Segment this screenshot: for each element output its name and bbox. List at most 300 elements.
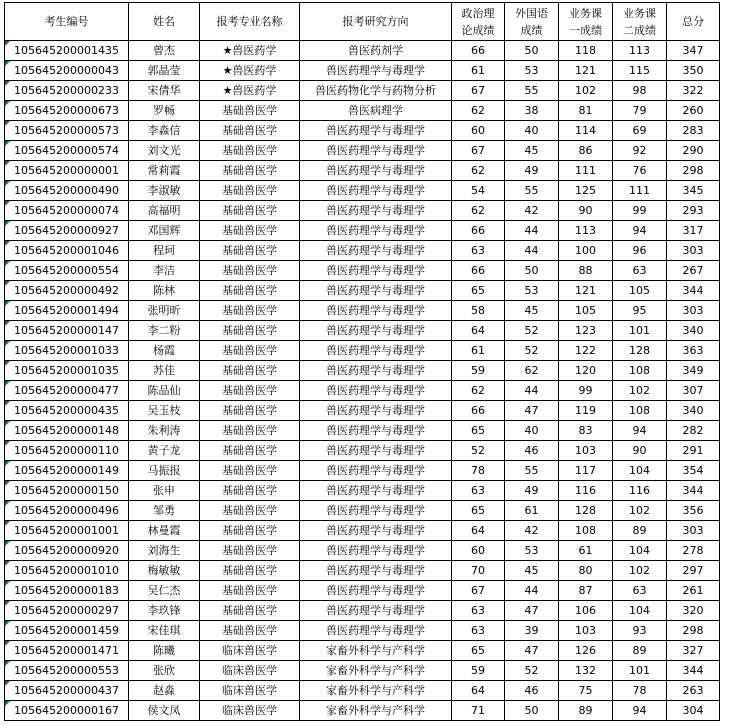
- cell-major[interactable]: 基础兽医学: [200, 101, 300, 121]
- cell-name[interactable]: 宋倩华: [129, 81, 200, 101]
- cell-language-score[interactable]: 50: [505, 701, 559, 721]
- cell-exam-id[interactable]: 105645200000043: [5, 61, 129, 81]
- cell-course-1-score[interactable]: 103: [559, 441, 613, 461]
- cell-name[interactable]: 林曼霞: [129, 521, 200, 541]
- cell-course-1-score[interactable]: 75: [559, 681, 613, 701]
- cell-direction[interactable]: 兽医药理学与毒理学: [300, 521, 452, 541]
- cell-direction[interactable]: 兽医药理学与毒理学: [300, 241, 452, 261]
- cell-exam-id[interactable]: 105645200000477: [5, 381, 129, 401]
- cell-course-1-score[interactable]: 119: [559, 401, 613, 421]
- cell-direction[interactable]: 兽医药理学与毒理学: [300, 501, 452, 521]
- cell-course-2-score[interactable]: 94: [613, 421, 667, 441]
- cell-name[interactable]: 朱利涛: [129, 421, 200, 441]
- cell-politics-score[interactable]: 67: [452, 81, 505, 101]
- header-language[interactable]: 外国语 成绩: [505, 3, 559, 41]
- cell-exam-id[interactable]: 105645200000554: [5, 261, 129, 281]
- cell-course-2-score[interactable]: 93: [613, 621, 667, 641]
- cell-major[interactable]: 基础兽医学: [200, 441, 300, 461]
- cell-language-score[interactable]: 52: [505, 321, 559, 341]
- header-id[interactable]: 考生编号: [5, 3, 129, 41]
- header-politics[interactable]: 政治理 论成绩: [452, 3, 505, 41]
- cell-direction[interactable]: 兽医药理学与毒理学: [300, 581, 452, 601]
- cell-course-1-score[interactable]: 121: [559, 61, 613, 81]
- cell-direction[interactable]: 兽医病理学: [300, 101, 452, 121]
- cell-exam-id[interactable]: 105645200000573: [5, 121, 129, 141]
- cell-language-score[interactable]: 45: [505, 141, 559, 161]
- cell-total-score[interactable]: 297: [667, 561, 720, 581]
- cell-total-score[interactable]: 344: [667, 661, 720, 681]
- cell-total-score[interactable]: 298: [667, 621, 720, 641]
- cell-politics-score[interactable]: 59: [452, 361, 505, 381]
- cell-course-1-score[interactable]: 61: [559, 541, 613, 561]
- cell-politics-score[interactable]: 52: [452, 441, 505, 461]
- cell-major[interactable]: 基础兽医学: [200, 141, 300, 161]
- cell-major[interactable]: 基础兽医学: [200, 181, 300, 201]
- cell-course-1-score[interactable]: 89: [559, 701, 613, 721]
- cell-name[interactable]: 李淼信: [129, 121, 200, 141]
- cell-course-2-score[interactable]: 108: [613, 361, 667, 381]
- cell-direction[interactable]: 兽医药理学与毒理学: [300, 281, 452, 301]
- cell-politics-score[interactable]: 65: [452, 281, 505, 301]
- cell-major[interactable]: 基础兽医学: [200, 541, 300, 561]
- cell-total-score[interactable]: 340: [667, 401, 720, 421]
- cell-course-2-score[interactable]: 105: [613, 281, 667, 301]
- cell-total-score[interactable]: 363: [667, 341, 720, 361]
- cell-course-1-score[interactable]: 113: [559, 221, 613, 241]
- cell-major[interactable]: 临床兽医学: [200, 681, 300, 701]
- cell-course-1-score[interactable]: 114: [559, 121, 613, 141]
- header-course-2[interactable]: 业务课 二成绩: [613, 3, 667, 41]
- cell-course-2-score[interactable]: 116: [613, 481, 667, 501]
- cell-direction[interactable]: 兽医药理学与毒理学: [300, 341, 452, 361]
- cell-name[interactable]: 高福明: [129, 201, 200, 221]
- cell-exam-id[interactable]: 105645200001471: [5, 641, 129, 661]
- cell-name[interactable]: 李淑敏: [129, 181, 200, 201]
- cell-course-2-score[interactable]: 128: [613, 341, 667, 361]
- cell-total-score[interactable]: 347: [667, 41, 720, 61]
- cell-major[interactable]: 基础兽医学: [200, 361, 300, 381]
- cell-direction[interactable]: 兽医药理学与毒理学: [300, 61, 452, 81]
- cell-major[interactable]: 基础兽医学: [200, 501, 300, 521]
- cell-language-score[interactable]: 46: [505, 441, 559, 461]
- header-direction[interactable]: 报考研究方向: [300, 3, 452, 41]
- cell-course-1-score[interactable]: 90: [559, 201, 613, 221]
- cell-course-2-score[interactable]: 102: [613, 501, 667, 521]
- cell-name[interactable]: 杨霞: [129, 341, 200, 361]
- cell-course-2-score[interactable]: 94: [613, 701, 667, 721]
- cell-name[interactable]: 郭晶莹: [129, 61, 200, 81]
- cell-major[interactable]: 基础兽医学: [200, 221, 300, 241]
- cell-exam-id[interactable]: 105645200000110: [5, 441, 129, 461]
- cell-course-1-score[interactable]: 106: [559, 601, 613, 621]
- cell-total-score[interactable]: 322: [667, 81, 720, 101]
- cell-major[interactable]: 临床兽医学: [200, 641, 300, 661]
- cell-exam-id[interactable]: 105645200000435: [5, 401, 129, 421]
- cell-course-1-score[interactable]: 123: [559, 321, 613, 341]
- cell-politics-score[interactable]: 63: [452, 621, 505, 641]
- cell-politics-score[interactable]: 60: [452, 541, 505, 561]
- cell-direction[interactable]: 兽医药理学与毒理学: [300, 361, 452, 381]
- cell-exam-id[interactable]: 105645200000437: [5, 681, 129, 701]
- cell-exam-id[interactable]: 105645200000147: [5, 321, 129, 341]
- cell-name[interactable]: 程珂: [129, 241, 200, 261]
- cell-direction[interactable]: 兽医药理学与毒理学: [300, 481, 452, 501]
- cell-language-score[interactable]: 39: [505, 621, 559, 641]
- cell-direction[interactable]: 兽医药理学与毒理学: [300, 161, 452, 181]
- cell-major[interactable]: 临床兽医学: [200, 661, 300, 681]
- cell-total-score[interactable]: 350: [667, 61, 720, 81]
- cell-total-score[interactable]: 320: [667, 601, 720, 621]
- cell-course-2-score[interactable]: 102: [613, 381, 667, 401]
- header-name[interactable]: 姓名: [129, 3, 200, 41]
- cell-direction[interactable]: 兽医药理学与毒理学: [300, 541, 452, 561]
- cell-course-2-score[interactable]: 63: [613, 261, 667, 281]
- cell-course-1-score[interactable]: 116: [559, 481, 613, 501]
- cell-course-1-score[interactable]: 87: [559, 581, 613, 601]
- cell-course-2-score[interactable]: 96: [613, 241, 667, 261]
- cell-exam-id[interactable]: 105645200000074: [5, 201, 129, 221]
- cell-exam-id[interactable]: 105645200001494: [5, 301, 129, 321]
- cell-course-1-score[interactable]: 105: [559, 301, 613, 321]
- cell-politics-score[interactable]: 66: [452, 41, 505, 61]
- cell-language-score[interactable]: 49: [505, 481, 559, 501]
- cell-exam-id[interactable]: 105645200001435: [5, 41, 129, 61]
- cell-language-score[interactable]: 40: [505, 121, 559, 141]
- cell-exam-id[interactable]: 105645200001035: [5, 361, 129, 381]
- cell-course-2-score[interactable]: 90: [613, 441, 667, 461]
- cell-total-score[interactable]: 291: [667, 441, 720, 461]
- cell-exam-id[interactable]: 105645200000148: [5, 421, 129, 441]
- cell-major[interactable]: 基础兽医学: [200, 281, 300, 301]
- cell-politics-score[interactable]: 62: [452, 101, 505, 121]
- cell-major[interactable]: 基础兽医学: [200, 401, 300, 421]
- cell-course-2-score[interactable]: 78: [613, 681, 667, 701]
- cell-total-score[interactable]: 263: [667, 681, 720, 701]
- cell-exam-id[interactable]: 105645200000150: [5, 481, 129, 501]
- cell-exam-id[interactable]: 105645200000574: [5, 141, 129, 161]
- cell-language-score[interactable]: 55: [505, 461, 559, 481]
- cell-total-score[interactable]: 340: [667, 321, 720, 341]
- cell-politics-score[interactable]: 62: [452, 381, 505, 401]
- cell-major[interactable]: 基础兽医学: [200, 461, 300, 481]
- cell-politics-score[interactable]: 63: [452, 241, 505, 261]
- cell-course-2-score[interactable]: 115: [613, 61, 667, 81]
- cell-total-score[interactable]: 283: [667, 121, 720, 141]
- cell-politics-score[interactable]: 63: [452, 601, 505, 621]
- cell-major[interactable]: 基础兽医学: [200, 301, 300, 321]
- cell-name[interactable]: 陈林: [129, 281, 200, 301]
- cell-direction[interactable]: 兽医药理学与毒理学: [300, 181, 452, 201]
- cell-major[interactable]: 基础兽医学: [200, 621, 300, 641]
- cell-total-score[interactable]: 303: [667, 241, 720, 261]
- cell-major[interactable]: 临床兽医学: [200, 701, 300, 721]
- cell-course-2-score[interactable]: 102: [613, 561, 667, 581]
- cell-language-score[interactable]: 53: [505, 541, 559, 561]
- cell-language-score[interactable]: 44: [505, 581, 559, 601]
- cell-course-1-score[interactable]: 102: [559, 81, 613, 101]
- cell-major[interactable]: 基础兽医学: [200, 341, 300, 361]
- cell-course-1-score[interactable]: 126: [559, 641, 613, 661]
- cell-exam-id[interactable]: 105645200001033: [5, 341, 129, 361]
- cell-politics-score[interactable]: 66: [452, 401, 505, 421]
- cell-exam-id[interactable]: 105645200000553: [5, 661, 129, 681]
- cell-name[interactable]: 常莉霞: [129, 161, 200, 181]
- cell-major[interactable]: 基础兽医学: [200, 261, 300, 281]
- cell-direction[interactable]: 兽医药剂学: [300, 41, 452, 61]
- cell-total-score[interactable]: 354: [667, 461, 720, 481]
- cell-course-2-score[interactable]: 111: [613, 181, 667, 201]
- cell-course-2-score[interactable]: 76: [613, 161, 667, 181]
- cell-politics-score[interactable]: 64: [452, 521, 505, 541]
- cell-total-score[interactable]: 260: [667, 101, 720, 121]
- cell-course-2-score[interactable]: 104: [613, 541, 667, 561]
- cell-course-1-score[interactable]: 132: [559, 661, 613, 681]
- cell-name[interactable]: 张申: [129, 481, 200, 501]
- cell-total-score[interactable]: 298: [667, 161, 720, 181]
- cell-course-1-score[interactable]: 100: [559, 241, 613, 261]
- cell-politics-score[interactable]: 66: [452, 261, 505, 281]
- cell-name[interactable]: 刘海生: [129, 541, 200, 561]
- cell-language-score[interactable]: 47: [505, 641, 559, 661]
- cell-course-2-score[interactable]: 104: [613, 601, 667, 621]
- cell-language-score[interactable]: 55: [505, 181, 559, 201]
- cell-name[interactable]: 吴玉枝: [129, 401, 200, 421]
- cell-name[interactable]: 苏佳: [129, 361, 200, 381]
- cell-major[interactable]: 基础兽医学: [200, 121, 300, 141]
- cell-direction[interactable]: 兽医药理学与毒理学: [300, 421, 452, 441]
- cell-politics-score[interactable]: 59: [452, 661, 505, 681]
- cell-exam-id[interactable]: 105645200000233: [5, 81, 129, 101]
- cell-name[interactable]: 梅敏敏: [129, 561, 200, 581]
- cell-name[interactable]: 黄子龙: [129, 441, 200, 461]
- cell-major[interactable]: ★兽医药学: [200, 41, 300, 61]
- cell-politics-score[interactable]: 67: [452, 581, 505, 601]
- cell-major[interactable]: 基础兽医学: [200, 481, 300, 501]
- cell-direction[interactable]: 家畜外科学与产科学: [300, 701, 452, 721]
- cell-total-score[interactable]: 356: [667, 501, 720, 521]
- cell-exam-id[interactable]: 105645200000492: [5, 281, 129, 301]
- cell-language-score[interactable]: 45: [505, 301, 559, 321]
- cell-language-score[interactable]: 47: [505, 401, 559, 421]
- cell-course-1-score[interactable]: 83: [559, 421, 613, 441]
- cell-politics-score[interactable]: 71: [452, 701, 505, 721]
- cell-course-2-score[interactable]: 69: [613, 121, 667, 141]
- cell-course-1-score[interactable]: 122: [559, 341, 613, 361]
- cell-course-2-score[interactable]: 95: [613, 301, 667, 321]
- cell-course-2-score[interactable]: 89: [613, 641, 667, 661]
- cell-name[interactable]: 张欣: [129, 661, 200, 681]
- cell-course-1-score[interactable]: 111: [559, 161, 613, 181]
- cell-course-2-score[interactable]: 98: [613, 81, 667, 101]
- cell-politics-score[interactable]: 60: [452, 121, 505, 141]
- cell-direction[interactable]: 兽医药理学与毒理学: [300, 141, 452, 161]
- cell-exam-id[interactable]: 105645200001010: [5, 561, 129, 581]
- cell-direction[interactable]: 兽医药物化学与药物分析: [300, 81, 452, 101]
- cell-politics-score[interactable]: 64: [452, 321, 505, 341]
- cell-name[interactable]: 宋佳琪: [129, 621, 200, 641]
- cell-course-2-score[interactable]: 104: [613, 461, 667, 481]
- header-total[interactable]: 总分: [667, 3, 720, 41]
- cell-total-score[interactable]: 349: [667, 361, 720, 381]
- cell-major[interactable]: 基础兽医学: [200, 321, 300, 341]
- cell-direction[interactable]: 兽医药理学与毒理学: [300, 401, 452, 421]
- cell-politics-score[interactable]: 61: [452, 61, 505, 81]
- cell-politics-score[interactable]: 63: [452, 481, 505, 501]
- cell-course-1-score[interactable]: 103: [559, 621, 613, 641]
- cell-course-1-score[interactable]: 125: [559, 181, 613, 201]
- cell-direction[interactable]: 兽医药理学与毒理学: [300, 461, 452, 481]
- cell-exam-id[interactable]: 105645200000149: [5, 461, 129, 481]
- cell-name[interactable]: 邹勇: [129, 501, 200, 521]
- cell-direction[interactable]: 兽医药理学与毒理学: [300, 201, 452, 221]
- cell-name[interactable]: 马振报: [129, 461, 200, 481]
- cell-course-1-score[interactable]: 118: [559, 41, 613, 61]
- cell-course-2-score[interactable]: 99: [613, 201, 667, 221]
- cell-politics-score[interactable]: 65: [452, 421, 505, 441]
- cell-direction[interactable]: 兽医药理学与毒理学: [300, 621, 452, 641]
- cell-direction[interactable]: 家畜外科学与产科学: [300, 641, 452, 661]
- cell-politics-score[interactable]: 65: [452, 641, 505, 661]
- cell-major[interactable]: 基础兽医学: [200, 581, 300, 601]
- cell-exam-id[interactable]: 105645200000001: [5, 161, 129, 181]
- cell-course-1-score[interactable]: 128: [559, 501, 613, 521]
- cell-major[interactable]: ★兽医药学: [200, 61, 300, 81]
- cell-direction[interactable]: 兽医药理学与毒理学: [300, 301, 452, 321]
- cell-course-1-score[interactable]: 108: [559, 521, 613, 541]
- cell-language-score[interactable]: 62: [505, 361, 559, 381]
- cell-course-2-score[interactable]: 101: [613, 321, 667, 341]
- cell-language-score[interactable]: 38: [505, 101, 559, 121]
- cell-name[interactable]: 邓国辉: [129, 221, 200, 241]
- cell-direction[interactable]: 兽医药理学与毒理学: [300, 121, 452, 141]
- cell-total-score[interactable]: 344: [667, 281, 720, 301]
- cell-language-score[interactable]: 50: [505, 261, 559, 281]
- cell-exam-id[interactable]: 105645200000297: [5, 601, 129, 621]
- cell-major[interactable]: ★兽医药学: [200, 81, 300, 101]
- cell-direction[interactable]: 家畜外科学与产科学: [300, 661, 452, 681]
- cell-language-score[interactable]: 53: [505, 281, 559, 301]
- cell-direction[interactable]: 兽医药理学与毒理学: [300, 321, 452, 341]
- cell-exam-id[interactable]: 105645200000490: [5, 181, 129, 201]
- cell-course-1-score[interactable]: 117: [559, 461, 613, 481]
- cell-language-score[interactable]: 49: [505, 161, 559, 181]
- cell-course-2-score[interactable]: 63: [613, 581, 667, 601]
- cell-politics-score[interactable]: 66: [452, 221, 505, 241]
- cell-name[interactable]: 李洁: [129, 261, 200, 281]
- cell-major[interactable]: 基础兽医学: [200, 521, 300, 541]
- cell-course-2-score[interactable]: 79: [613, 101, 667, 121]
- cell-major[interactable]: 基础兽医学: [200, 241, 300, 261]
- cell-language-score[interactable]: 44: [505, 241, 559, 261]
- cell-course-2-score[interactable]: 108: [613, 401, 667, 421]
- cell-course-2-score[interactable]: 92: [613, 141, 667, 161]
- cell-course-2-score[interactable]: 113: [613, 41, 667, 61]
- cell-exam-id[interactable]: 105645200001001: [5, 521, 129, 541]
- cell-politics-score[interactable]: 54: [452, 181, 505, 201]
- cell-course-1-score[interactable]: 88: [559, 261, 613, 281]
- cell-language-score[interactable]: 47: [505, 601, 559, 621]
- cell-course-1-score[interactable]: 81: [559, 101, 613, 121]
- cell-name[interactable]: 陈曦: [129, 641, 200, 661]
- cell-course-1-score[interactable]: 80: [559, 561, 613, 581]
- cell-major[interactable]: 基础兽医学: [200, 381, 300, 401]
- cell-language-score[interactable]: 44: [505, 381, 559, 401]
- cell-language-score[interactable]: 52: [505, 341, 559, 361]
- cell-name[interactable]: 刘文光: [129, 141, 200, 161]
- cell-exam-id[interactable]: 105645200000496: [5, 501, 129, 521]
- cell-language-score[interactable]: 61: [505, 501, 559, 521]
- cell-direction[interactable]: 家畜外科学与产科学: [300, 681, 452, 701]
- cell-total-score[interactable]: 327: [667, 641, 720, 661]
- cell-course-1-score[interactable]: 86: [559, 141, 613, 161]
- cell-total-score[interactable]: 290: [667, 141, 720, 161]
- cell-course-1-score[interactable]: 120: [559, 361, 613, 381]
- cell-total-score[interactable]: 293: [667, 201, 720, 221]
- cell-total-score[interactable]: 261: [667, 581, 720, 601]
- cell-name[interactable]: 李二粉: [129, 321, 200, 341]
- cell-exam-id[interactable]: 105645200000673: [5, 101, 129, 121]
- cell-politics-score[interactable]: 64: [452, 681, 505, 701]
- cell-name[interactable]: 李玖锋: [129, 601, 200, 621]
- cell-total-score[interactable]: 344: [667, 481, 720, 501]
- cell-total-score[interactable]: 303: [667, 301, 720, 321]
- cell-direction[interactable]: 兽医药理学与毒理学: [300, 441, 452, 461]
- cell-major[interactable]: 基础兽医学: [200, 561, 300, 581]
- cell-major[interactable]: 基础兽医学: [200, 201, 300, 221]
- cell-politics-score[interactable]: 67: [452, 141, 505, 161]
- cell-direction[interactable]: 兽医药理学与毒理学: [300, 561, 452, 581]
- cell-total-score[interactable]: 278: [667, 541, 720, 561]
- cell-name[interactable]: 罗畅: [129, 101, 200, 121]
- cell-language-score[interactable]: 44: [505, 221, 559, 241]
- cell-language-score[interactable]: 42: [505, 521, 559, 541]
- cell-language-score[interactable]: 53: [505, 61, 559, 81]
- cell-language-score[interactable]: 50: [505, 41, 559, 61]
- cell-politics-score[interactable]: 61: [452, 341, 505, 361]
- cell-language-score[interactable]: 45: [505, 561, 559, 581]
- cell-language-score[interactable]: 55: [505, 81, 559, 101]
- cell-name[interactable]: 张明昕: [129, 301, 200, 321]
- cell-course-1-score[interactable]: 99: [559, 381, 613, 401]
- cell-exam-id[interactable]: 105645200000920: [5, 541, 129, 561]
- cell-course-2-score[interactable]: 94: [613, 221, 667, 241]
- cell-name[interactable]: 曾杰: [129, 41, 200, 61]
- cell-language-score[interactable]: 52: [505, 661, 559, 681]
- cell-exam-id[interactable]: 105645200001046: [5, 241, 129, 261]
- cell-total-score[interactable]: 303: [667, 521, 720, 541]
- cell-language-score[interactable]: 46: [505, 681, 559, 701]
- header-course-1[interactable]: 业务课 一成绩: [559, 3, 613, 41]
- cell-direction[interactable]: 兽医药理学与毒理学: [300, 221, 452, 241]
- cell-direction[interactable]: 兽医药理学与毒理学: [300, 381, 452, 401]
- cell-exam-id[interactable]: 105645200000183: [5, 581, 129, 601]
- cell-total-score[interactable]: 345: [667, 181, 720, 201]
- cell-language-score[interactable]: 42: [505, 201, 559, 221]
- cell-politics-score[interactable]: 78: [452, 461, 505, 481]
- cell-total-score[interactable]: 307: [667, 381, 720, 401]
- cell-total-score[interactable]: 267: [667, 261, 720, 281]
- cell-politics-score[interactable]: 65: [452, 501, 505, 521]
- cell-direction[interactable]: 兽医药理学与毒理学: [300, 601, 452, 621]
- cell-total-score[interactable]: 304: [667, 701, 720, 721]
- cell-exam-id[interactable]: 105645200000927: [5, 221, 129, 241]
- cell-politics-score[interactable]: 62: [452, 201, 505, 221]
- cell-exam-id[interactable]: 105645200001459: [5, 621, 129, 641]
- cell-politics-score[interactable]: 58: [452, 301, 505, 321]
- cell-major[interactable]: 基础兽医学: [200, 161, 300, 181]
- cell-name[interactable]: 陈品仙: [129, 381, 200, 401]
- cell-politics-score[interactable]: 70: [452, 561, 505, 581]
